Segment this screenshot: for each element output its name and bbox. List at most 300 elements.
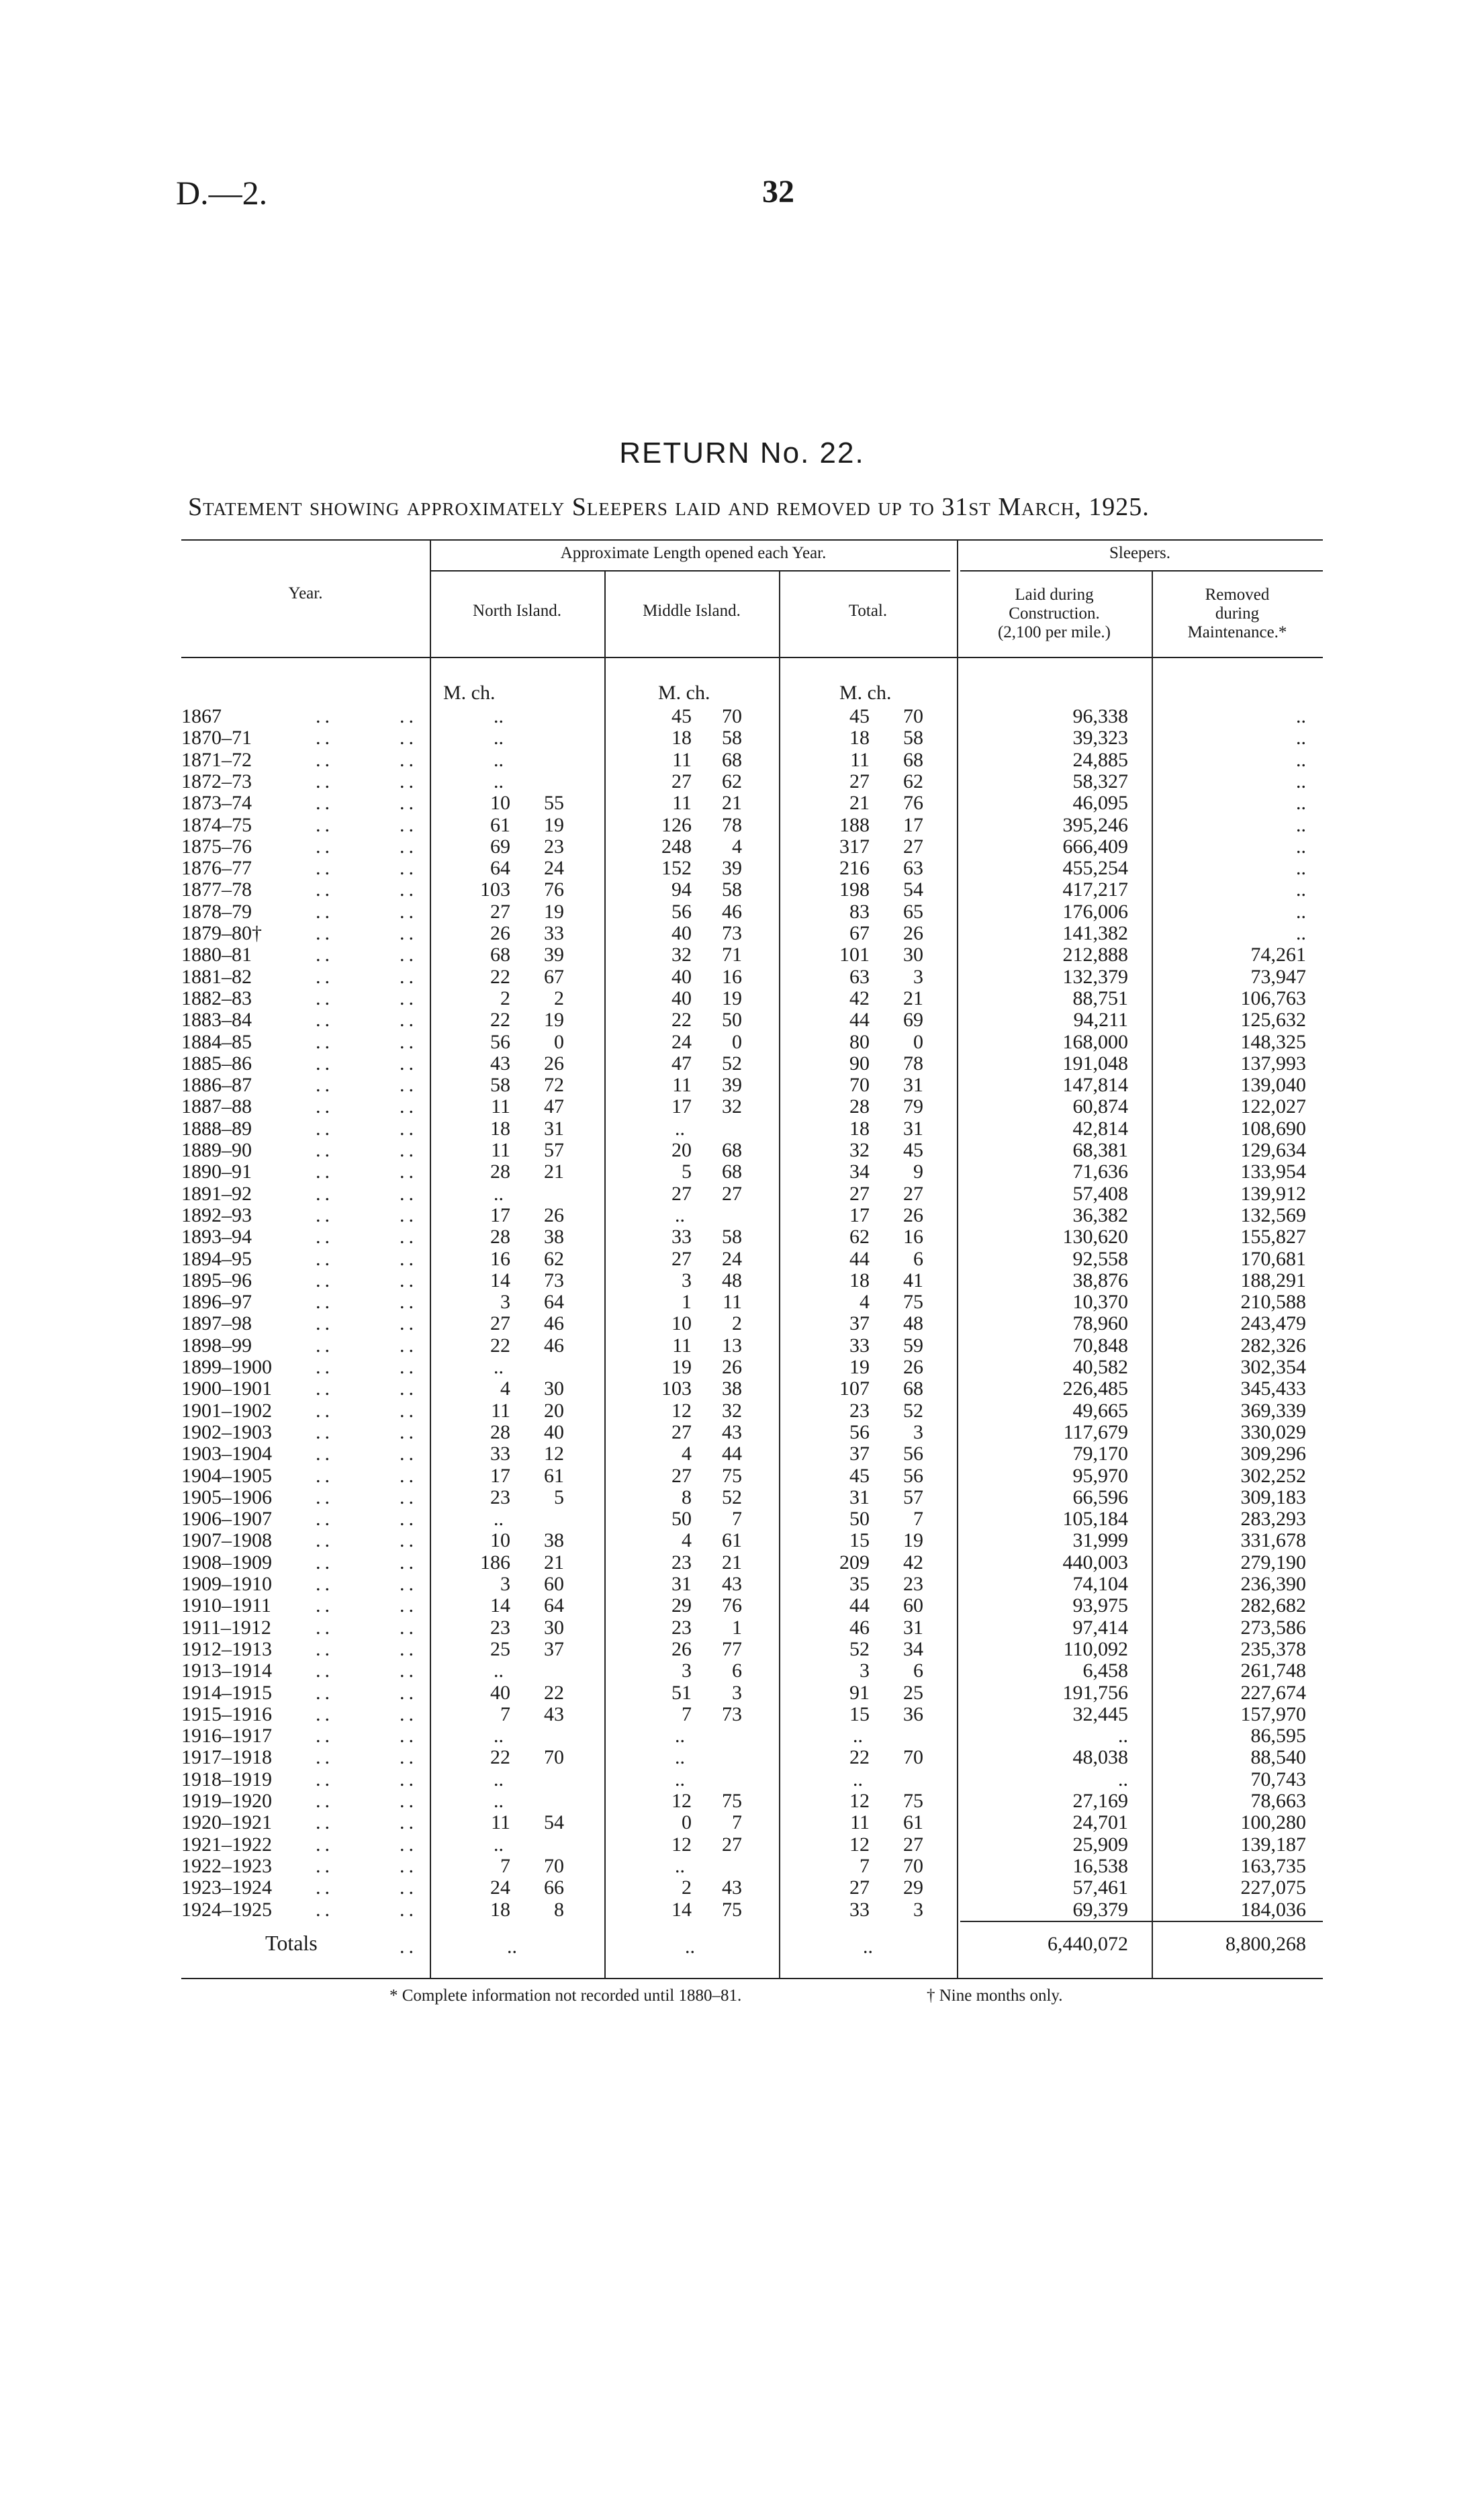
leader-dots: .. [400, 1594, 418, 1617]
cell-chains: 32 [722, 1400, 742, 1422]
removed-cell: 188,291 [1240, 1269, 1306, 1291]
cell-chains: 54 [903, 878, 923, 901]
cell-miles: 3 [500, 1291, 510, 1313]
cell-chains: 2 [554, 987, 564, 1009]
cell-chains: 21 [722, 1551, 742, 1574]
leader-dots: .. [400, 770, 418, 792]
cell-chains: 75 [722, 1465, 742, 1487]
removed-cell: .. [1296, 727, 1306, 749]
col-divider-middle [779, 570, 780, 1978]
leader-dots: .. [316, 1594, 334, 1617]
removed-cell: 155,827 [1240, 1226, 1306, 1248]
laid-cell: 88,751 [1072, 987, 1128, 1009]
leader-dots: .. [400, 1725, 418, 1747]
cell-miles: 37 [849, 1443, 870, 1465]
removed-cell: .. [1296, 878, 1306, 901]
cell-miles: 209 [839, 1551, 870, 1574]
laid-cell: 58,327 [1072, 770, 1128, 792]
cell-empty: .. [494, 1768, 504, 1790]
leader-dots: .. [316, 749, 334, 771]
leader-dots: .. [316, 944, 334, 966]
cell-chains: 78 [722, 814, 742, 836]
cell-chains: 56 [903, 1465, 923, 1487]
cell-chains: 38 [544, 1226, 564, 1248]
leader-dots: .. [316, 1855, 334, 1877]
removed-cell: .. [1296, 770, 1306, 792]
cell-chains: 46 [544, 1334, 564, 1357]
cell-chains: 21 [722, 792, 742, 814]
year-cell: 1900–1901 [181, 1377, 272, 1400]
leader-dots: .. [316, 1899, 334, 1921]
year-cell: 1923–1924 [181, 1876, 272, 1899]
removed-cell: 88,540 [1250, 1746, 1306, 1768]
cell-chains: 31 [903, 1617, 923, 1639]
cell-chains: 46 [722, 901, 742, 923]
cell-miles: 11 [672, 749, 692, 771]
cell-miles: 216 [839, 857, 870, 879]
cell-chains: 19 [903, 1529, 923, 1551]
cell-chains: 43 [722, 1573, 742, 1595]
year-cell: 1892–93 [181, 1204, 252, 1226]
footnote-dagger: † Nine months only. [927, 1987, 1063, 2005]
cell-miles: 32 [671, 944, 692, 966]
leader-dots: .. [400, 1421, 418, 1443]
cell-chains: 31 [903, 1118, 923, 1140]
cell-miles: 11 [491, 1811, 510, 1833]
leader-dots: .. [400, 1876, 418, 1899]
cell-chains: 24 [544, 857, 564, 879]
leader-dots: .. [316, 727, 334, 749]
year-cell: 1919–1920 [181, 1790, 272, 1812]
cell-miles: 70 [849, 1074, 870, 1096]
cell-chains: 6 [913, 1660, 923, 1682]
leader-dots: .. [316, 878, 334, 901]
cell-empty: .. [675, 1768, 685, 1790]
laid-header-line3: (2,100 per mile.) [997, 623, 1111, 641]
leader-dots: .. [316, 1269, 334, 1291]
removed-cell: 122,027 [1240, 1095, 1306, 1118]
cell-chains: 29 [903, 1876, 923, 1899]
leader-dots: .. [400, 1703, 418, 1725]
cell-miles: 152 [661, 857, 692, 879]
laid-cell: 97,414 [1072, 1617, 1128, 1639]
cell-miles: 28 [490, 1226, 510, 1248]
year-cell: 1894–95 [181, 1248, 252, 1270]
year-cell: 1886–87 [181, 1074, 252, 1096]
cell-miles: 80 [849, 1031, 870, 1053]
year-cell: 1874–75 [181, 814, 252, 836]
year-cell: 1903–1904 [181, 1443, 272, 1465]
laid-cell: 105,184 [1062, 1508, 1128, 1530]
cell-miles: 68 [490, 944, 510, 966]
leader-dots: .. [316, 1421, 334, 1443]
cell-miles: 28 [849, 1095, 870, 1118]
north-header: North Island. [473, 602, 561, 620]
cell-chains: 43 [544, 1703, 564, 1725]
cell-chains: 0 [732, 1031, 742, 1053]
cell-miles: 27 [490, 1312, 510, 1334]
removed-cell: 73,947 [1250, 966, 1306, 988]
leader-dots: .. [316, 1161, 334, 1183]
leader-dots: .. [400, 1465, 418, 1487]
statement-title: Statement showing approximately Sleepers laid and removed up to 31st March, 1925. [188, 493, 1150, 521]
year-cell: 1882–83 [181, 987, 252, 1009]
cell-chains: 62 [544, 1248, 564, 1270]
laid-cell: 27,169 [1072, 1790, 1128, 1812]
cell-miles: 11 [672, 792, 692, 814]
cell-chains: 3 [732, 1682, 742, 1704]
cell-chains: 17 [903, 814, 923, 836]
cell-chains: 62 [903, 770, 923, 792]
cell-empty: .. [853, 1768, 863, 1790]
leader-dots: .. [316, 1790, 334, 1812]
leader-dots: .. [400, 1312, 418, 1334]
laid-cell: 176,006 [1062, 901, 1128, 923]
cell-chains: 27 [903, 1183, 923, 1205]
cell-miles: 23 [671, 1617, 692, 1639]
cell-miles: 28 [490, 1161, 510, 1183]
cell-miles: 51 [671, 1682, 692, 1704]
year-cell: 1879–80† [181, 922, 262, 944]
cell-chains: 61 [722, 1529, 742, 1551]
cell-miles: 17 [671, 1095, 692, 1118]
cell-miles: 35 [849, 1573, 870, 1595]
cell-chains: 9 [913, 1161, 923, 1183]
col-divider-north [604, 570, 606, 1978]
laid-cell: 96,338 [1072, 705, 1128, 727]
cell-miles: 67 [849, 922, 870, 944]
cell-chains: 42 [903, 1551, 923, 1574]
page-number: 32 [762, 174, 794, 210]
cell-chains: 13 [722, 1334, 742, 1357]
cell-chains: 39 [544, 944, 564, 966]
cell-miles: 2 [682, 1876, 692, 1899]
cell-miles: 33 [490, 1443, 510, 1465]
year-header: Year. [288, 584, 323, 602]
leader-dots: .. [316, 1356, 334, 1378]
leader-dots: .. [400, 1074, 418, 1096]
removed-cell: 282,326 [1240, 1334, 1306, 1357]
units-north: M. ch. [443, 682, 496, 704]
cell-miles: 50 [849, 1508, 870, 1530]
laid-cell: 226,485 [1062, 1377, 1128, 1400]
cell-chains: 43 [722, 1876, 742, 1899]
removed-cell: 184,036 [1240, 1899, 1306, 1921]
cell-miles: 33 [849, 1334, 870, 1357]
leader-dots: .. [400, 1638, 418, 1660]
cell-miles: 27 [849, 1876, 870, 1899]
removed-cell: 129,634 [1240, 1139, 1306, 1161]
cell-miles: 15 [849, 1703, 870, 1725]
cell-miles: 58 [490, 1074, 510, 1096]
cell-chains: 39 [722, 857, 742, 879]
cell-chains: 68 [722, 1139, 742, 1161]
cell-miles: 26 [671, 1638, 692, 1660]
cell-chains: 16 [722, 966, 742, 988]
cell-chains: 48 [722, 1269, 742, 1291]
cell-miles: 14 [671, 1899, 692, 1921]
cell-miles: 27 [671, 1465, 692, 1487]
cell-miles: 27 [490, 901, 510, 923]
leader-dots: .. [400, 1334, 418, 1357]
laid-cell: 417,217 [1062, 878, 1128, 901]
cell-miles: 44 [849, 1594, 870, 1617]
cell-chains: 16 [903, 1226, 923, 1248]
cell-chains: 21 [544, 1551, 564, 1574]
removed-cell: 309,296 [1240, 1443, 1306, 1465]
year-cell: 1881–82 [181, 966, 252, 988]
cell-chains: 33 [544, 922, 564, 944]
cell-miles: 14 [490, 1269, 510, 1291]
leader-dots: .. [400, 1269, 418, 1291]
leader-dots: .. [400, 749, 418, 771]
sleepers-header: Sleepers. [1109, 544, 1170, 562]
cell-chains: 43 [722, 1421, 742, 1443]
leader-dots: .. [316, 1095, 334, 1118]
leader-dots: .. [316, 1204, 334, 1226]
cell-chains: 26 [544, 1204, 564, 1226]
cell-empty: .. [494, 1833, 504, 1856]
leader-dots: .. [400, 727, 418, 749]
cell-chains: 19 [722, 987, 742, 1009]
totals-laid: 6,440,072 [1048, 1933, 1128, 1955]
year-cell: 1916–1917 [181, 1725, 272, 1747]
return-title: RETURN No. 22. [619, 437, 865, 469]
totals-label: Totals [265, 1931, 318, 1955]
cell-chains: 0 [913, 1031, 923, 1053]
cell-empty: .. [675, 1855, 685, 1877]
cell-miles: 18 [849, 1269, 870, 1291]
year-cell: 1897–98 [181, 1312, 252, 1334]
year-cell: 1880–81 [181, 944, 252, 966]
cell-chains: 26 [903, 922, 923, 944]
cell-chains: 70 [903, 1746, 923, 1768]
cell-miles: 16 [490, 1248, 510, 1270]
leader-dots: .. [400, 1790, 418, 1812]
leader-dots: .. [400, 1660, 418, 1682]
cell-chains: 52 [903, 1400, 923, 1422]
cell-chains: 60 [903, 1594, 923, 1617]
totals-removed: 8,800,268 [1225, 1933, 1306, 1955]
cell-miles: 33 [671, 1226, 692, 1248]
cell-chains: 57 [903, 1486, 923, 1508]
cell-chains: 3 [913, 966, 923, 988]
cell-miles: 17 [849, 1204, 870, 1226]
cell-chains: 76 [722, 1594, 742, 1617]
removed-cell: 70,743 [1250, 1768, 1306, 1790]
removed-cell: 331,678 [1240, 1529, 1306, 1551]
cell-chains: 72 [544, 1074, 564, 1096]
cell-chains: 21 [544, 1161, 564, 1183]
laid-cell: 147,814 [1062, 1074, 1128, 1096]
cell-empty: .. [494, 1660, 504, 1682]
removed-cell: 302,354 [1240, 1356, 1306, 1378]
laid-cell: 71,636 [1072, 1161, 1128, 1183]
cell-miles: 27 [671, 1183, 692, 1205]
laid-cell: 440,003 [1062, 1551, 1128, 1574]
cell-miles: 11 [850, 749, 870, 771]
leader-dots: .. [316, 1833, 334, 1856]
cell-miles: 40 [490, 1682, 510, 1704]
cell-miles: 17 [490, 1465, 510, 1487]
cell-chains: 56 [903, 1443, 923, 1465]
laid-cell: 191,756 [1062, 1682, 1128, 1704]
leader-dots: .. [400, 1356, 418, 1378]
cell-chains: 19 [544, 1009, 564, 1031]
cell-miles: 18 [849, 1118, 870, 1140]
leader-dots: .. [400, 966, 418, 988]
year-cell: 1902–1903 [181, 1421, 272, 1443]
cell-miles: 7 [500, 1855, 510, 1877]
cell-miles: 11 [672, 1334, 692, 1357]
cell-miles: 64 [490, 857, 510, 879]
laid-cell: 60,874 [1072, 1095, 1128, 1118]
leader-dots: .. [316, 1226, 334, 1248]
cell-chains: 70 [722, 705, 742, 727]
year-cell: 1893–94 [181, 1226, 252, 1248]
cell-empty: .. [494, 1725, 504, 1747]
cell-miles: 3 [682, 1660, 692, 1682]
year-cell: 1875–76 [181, 835, 252, 858]
cell-miles: 188 [839, 814, 870, 836]
cell-chains: 38 [544, 1529, 564, 1551]
cell-miles: 23 [671, 1551, 692, 1574]
cell-miles: 18 [849, 727, 870, 749]
leader-dots: .. [316, 966, 334, 988]
laid-cell: .. [1118, 1768, 1128, 1790]
leader-dots: .. [316, 1638, 334, 1660]
table-bottom-rule [181, 1978, 1323, 1979]
leader-dots: .. [400, 1899, 418, 1921]
cell-chains: 62 [722, 770, 742, 792]
cell-chains: 76 [544, 878, 564, 901]
removed-cell: 369,339 [1240, 1400, 1306, 1422]
cell-miles: 90 [849, 1052, 870, 1075]
leader-dots: .. [400, 1551, 418, 1574]
laid-cell: 93,975 [1072, 1594, 1128, 1617]
removed-cell: 148,325 [1240, 1031, 1306, 1053]
year-cell: 1924–1925 [181, 1899, 272, 1921]
cell-chains: 30 [544, 1617, 564, 1639]
cell-chains: 58 [903, 727, 923, 749]
cell-miles: 94 [671, 878, 692, 901]
cell-chains: 39 [722, 1074, 742, 1096]
leader-dots: .. [316, 1009, 334, 1031]
cell-chains: 68 [903, 749, 923, 771]
cell-chains: 59 [903, 1334, 923, 1357]
cell-miles: 10 [490, 1529, 510, 1551]
cell-miles: 4 [682, 1443, 692, 1465]
leader-dots: .. [400, 705, 418, 727]
leader-dots: .. [316, 1876, 334, 1899]
year-cell: 1899–1900 [181, 1356, 272, 1378]
leader-dots: .. [316, 1248, 334, 1270]
cell-miles: 4 [682, 1529, 692, 1551]
cell-chains: 26 [722, 1356, 742, 1378]
cell-miles: 62 [849, 1226, 870, 1248]
leader-dots: .. [316, 1573, 334, 1595]
cell-chains: 76 [903, 792, 923, 814]
cell-chains: 21 [903, 987, 923, 1009]
leader-dots: .. [316, 1529, 334, 1551]
leader-dots: .. [316, 1682, 334, 1704]
year-cell: 1876–77 [181, 857, 252, 879]
cell-miles: 23 [849, 1400, 870, 1422]
year-cell: 1887–88 [181, 1095, 252, 1118]
cell-empty: .. [494, 727, 504, 749]
cell-miles: 22 [849, 1746, 870, 1768]
laid-cell: 39,323 [1072, 727, 1128, 749]
cell-miles: 3 [682, 1269, 692, 1291]
cell-miles: 11 [491, 1400, 510, 1422]
leader-dots: .. [316, 835, 334, 858]
laid-cell: 36,382 [1072, 1204, 1128, 1226]
cell-chains: 67 [544, 966, 564, 988]
cell-chains: 26 [544, 1052, 564, 1075]
removed-cell: 210,588 [1240, 1291, 1306, 1313]
cell-miles: 103 [661, 1377, 692, 1400]
cell-chains: 5 [554, 1486, 564, 1508]
cell-miles: 18 [671, 727, 692, 749]
cell-miles: 40 [671, 922, 692, 944]
laid-cell: 141,382 [1062, 922, 1128, 944]
cell-empty: .. [494, 749, 504, 771]
cell-chains: 7 [913, 1508, 923, 1530]
leader-dots: .. [316, 1811, 334, 1833]
cell-chains: 22 [544, 1682, 564, 1704]
cell-chains: 12 [544, 1443, 564, 1465]
laid-cell: 79,170 [1072, 1443, 1128, 1465]
leader-dots: .. [400, 1811, 418, 1833]
cell-miles: 19 [849, 1356, 870, 1378]
removed-cell: .. [1296, 922, 1306, 944]
laid-cell: .. [1118, 1725, 1128, 1747]
year-cell: 1871–72 [181, 749, 252, 771]
laid-cell: 42,814 [1072, 1118, 1128, 1140]
cell-miles: 18 [490, 1899, 510, 1921]
cell-chains: 73 [722, 922, 742, 944]
cell-empty: .. [494, 1183, 504, 1205]
leader-dots: .. [400, 901, 418, 923]
laid-cell: 66,596 [1072, 1486, 1128, 1508]
totals-north: .. [507, 1936, 517, 1958]
cell-miles: 186 [480, 1551, 510, 1574]
cell-chains: 68 [903, 1377, 923, 1400]
leader-dots: .. [400, 1248, 418, 1270]
cell-chains: 32 [722, 1095, 742, 1118]
cell-chains: 19 [544, 901, 564, 923]
year-cell: 1873–74 [181, 792, 252, 814]
leader-dots: .. [316, 1118, 334, 1140]
cell-chains: 79 [903, 1095, 923, 1118]
cell-chains: 26 [903, 1356, 923, 1378]
removed-header-line1: Removed [1205, 586, 1270, 604]
cell-chains: 54 [544, 1811, 564, 1833]
cell-chains: 27 [903, 835, 923, 858]
removed-cell: 86,595 [1250, 1725, 1306, 1747]
totals-middle: .. [685, 1936, 695, 1958]
leader-dots: .. [316, 1377, 334, 1400]
year-cell: 1890–91 [181, 1161, 252, 1183]
cell-chains: 7 [732, 1811, 742, 1833]
cell-chains: 23 [903, 1573, 923, 1595]
year-cell: 1883–84 [181, 1009, 252, 1031]
cell-chains: 58 [722, 878, 742, 901]
totals-dots: .. [400, 1936, 418, 1958]
laid-cell: 94,211 [1073, 1009, 1128, 1031]
cell-miles: 18 [490, 1118, 510, 1140]
cell-chains: 8 [554, 1899, 564, 1921]
